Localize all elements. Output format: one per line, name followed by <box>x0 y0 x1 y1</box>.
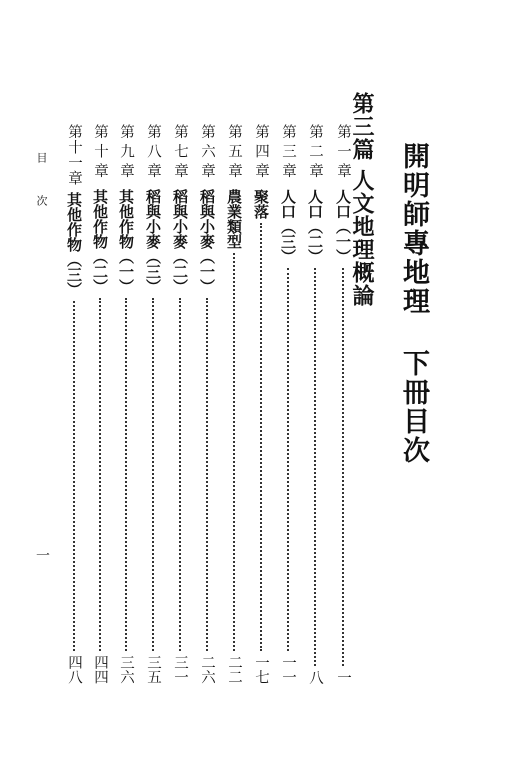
toc-entry-chapter-5[interactable] <box>223 124 245 684</box>
chapter-title: 人口（二） <box>306 188 324 264</box>
toc-entry-chapter-6[interactable] <box>196 124 218 684</box>
dot-leader <box>206 298 208 652</box>
dot-leader <box>99 298 101 652</box>
toc-entry-chapter-7[interactable] <box>169 124 191 684</box>
chapter-title: 其他作物（一） <box>117 188 135 294</box>
toc-entry-chapter-11[interactable] <box>63 124 85 684</box>
toc-entry-chapter-9[interactable] <box>115 124 137 684</box>
dot-leader <box>233 253 235 652</box>
dot-leader <box>314 268 316 666</box>
chapter-number: 第二章 <box>307 124 323 183</box>
dot-leader <box>125 298 127 652</box>
chapter-number: 第十章 <box>92 124 108 183</box>
toc-entry-chapter-4[interactable] <box>250 124 272 684</box>
book-title: 開明師專地理 下冊目次 <box>398 142 429 465</box>
chapter-title: 人口（三） <box>279 188 297 264</box>
dot-leader <box>179 298 181 652</box>
chapter-number: 第四章 <box>253 124 269 183</box>
toc-entry-chapter-2[interactable] <box>304 124 326 684</box>
part-label: 第三篇 <box>349 92 375 161</box>
chapter-page: 一七 <box>253 655 269 684</box>
dot-leader <box>342 268 344 666</box>
chapter-title: 人口（一） <box>334 188 352 264</box>
chapter-number: 第九章 <box>118 124 134 183</box>
chapter-title: 稻與小麥（二） <box>171 188 189 294</box>
chapter-page: 三六 <box>118 655 134 684</box>
chapter-number: 第一章 <box>335 124 351 183</box>
chapter-number: 第三章 <box>280 124 296 183</box>
chapter-number: 第六章 <box>199 124 215 183</box>
chapter-page: 八 <box>307 669 323 684</box>
running-head-char-1: 目 <box>35 152 48 163</box>
chapter-title: 其他作物（三） <box>65 192 83 297</box>
chapter-page: 一一 <box>280 655 296 684</box>
toc-entry-chapter-3[interactable] <box>277 124 299 684</box>
chapter-page: 二六 <box>199 655 215 684</box>
chapter-title: 稻與小麥（一） <box>198 188 216 294</box>
chapter-page: 二二 <box>226 655 242 684</box>
dot-leader <box>73 301 75 651</box>
chapter-title: 稻與小麥（三） <box>144 188 162 294</box>
chapter-number: 第五章 <box>226 124 242 183</box>
page-folio: 一 <box>34 548 50 562</box>
running-head-char-2: 次 <box>35 195 48 206</box>
chapter-number: 第八章 <box>145 124 161 183</box>
chapter-title: 農業類型 <box>225 188 243 249</box>
chapter-page: 一 <box>335 669 351 684</box>
chapter-page: 三五 <box>145 655 161 684</box>
chapter-title: 其他作物（二） <box>91 188 109 294</box>
chapter-page: 四四 <box>92 655 108 684</box>
toc-entry-chapter-1[interactable] <box>332 124 354 684</box>
dot-leader <box>260 223 262 652</box>
chapter-number: 第七章 <box>172 124 188 183</box>
dot-leader <box>287 268 289 652</box>
toc-entry-chapter-10[interactable] <box>89 124 111 684</box>
chapter-page: 四八 <box>66 655 82 684</box>
chapter-number: 第十一章 <box>66 124 82 186</box>
toc-entry-chapter-8[interactable] <box>142 124 164 684</box>
chapter-title: 聚落 <box>252 188 270 219</box>
part-title-text: 人文地理概論 <box>349 169 375 307</box>
dot-leader <box>152 298 154 652</box>
chapter-page: 三一 <box>172 655 188 684</box>
